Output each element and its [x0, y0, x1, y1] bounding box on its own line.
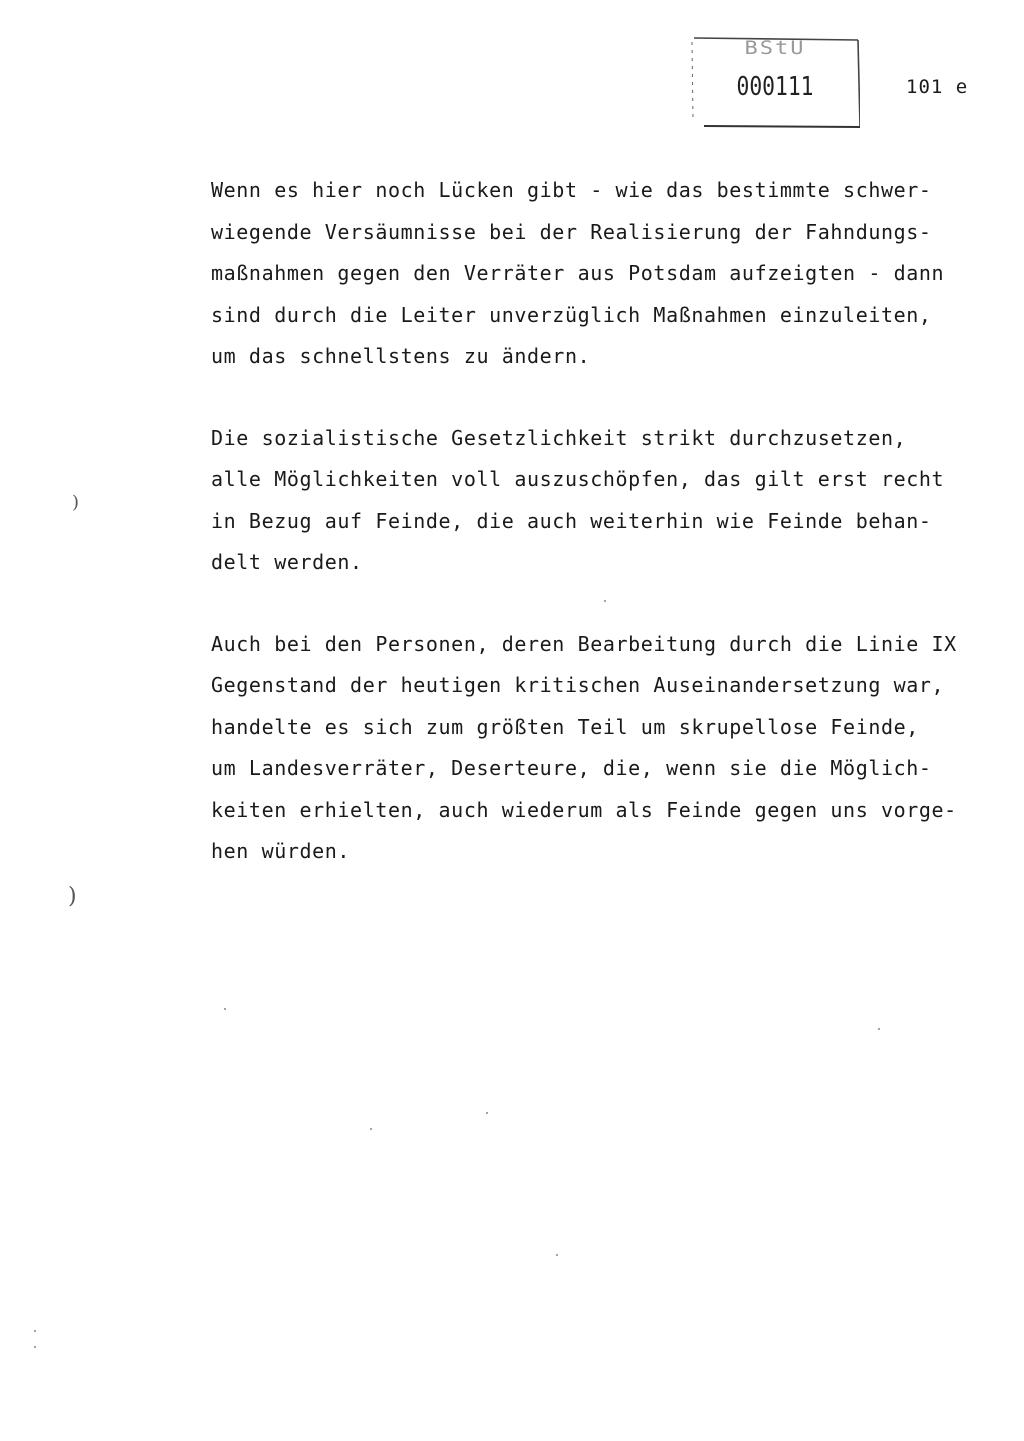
- text-line: keiten erhielten, auch wiederum als Feinde gegen uns vorge-: [211, 797, 957, 822]
- text-line: Auch bei den Personen, deren Bearbeitung durch die Linie IX: [211, 631, 957, 656]
- scan-speck: [224, 1008, 226, 1010]
- paragraph-2: [211, 418, 991, 584]
- scan-speck: [34, 1346, 36, 1348]
- text-line: in Bezug auf Feinde, die auch weiterhin wie Feinde behan-: [211, 508, 932, 533]
- scan-speck: [878, 1028, 880, 1030]
- scan-speck: [34, 1330, 36, 1332]
- scan-speck: [604, 600, 606, 602]
- text-line: alle Möglichkeiten voll auszuschöpfen, das gilt erst recht: [211, 467, 945, 491]
- page-number: 101 e: [906, 76, 969, 98]
- paragraph-gap: [211, 378, 991, 418]
- text-line: handelte es sich zum größten Teil um skrupellose Feinde,: [211, 714, 919, 739]
- scan-speck: [556, 1254, 558, 1256]
- document-body: [211, 170, 991, 873]
- paragraph-1: [211, 170, 991, 378]
- stamp-number: 000111: [736, 72, 814, 102]
- text-line: Gegenstand der heutigen kritischen Auseinandersetzung war,: [211, 673, 945, 697]
- paragraph-3: [211, 624, 991, 873]
- text-line: um Landesverräter, Deserteure, die, wenn sie die Möglich-: [211, 756, 932, 780]
- text-line: delt werden.: [211, 550, 363, 574]
- text-line: maßnahmen gegen den Verräter aus Potsdam aufzeigten - dann: [211, 261, 945, 285]
- paragraph-gap: [211, 584, 991, 624]
- margin-mark: ): [68, 884, 77, 909]
- text-line: sind durch die Leiter unverzüglich Maßnahmen einzuleiten,: [211, 302, 932, 327]
- text-line: wiegende Versäumnisse bei der Realisierung der Fahndungs-: [211, 219, 932, 244]
- text-line: um das schnellstens zu ändern.: [211, 344, 591, 368]
- scan-speck: [486, 1112, 488, 1114]
- stamp-label: BStU: [744, 37, 806, 60]
- margin-mark: ): [72, 492, 80, 513]
- text-line: hen würden.: [211, 839, 351, 863]
- text-line: Wenn es hier noch Lücken gibt - wie das bestimmte schwer-: [211, 178, 932, 202]
- archive-stamp: [690, 34, 860, 128]
- scan-speck: [370, 1128, 372, 1130]
- text-line: Die sozialistische Gesetzlichkeit strikt durchzusetzen,: [211, 425, 907, 450]
